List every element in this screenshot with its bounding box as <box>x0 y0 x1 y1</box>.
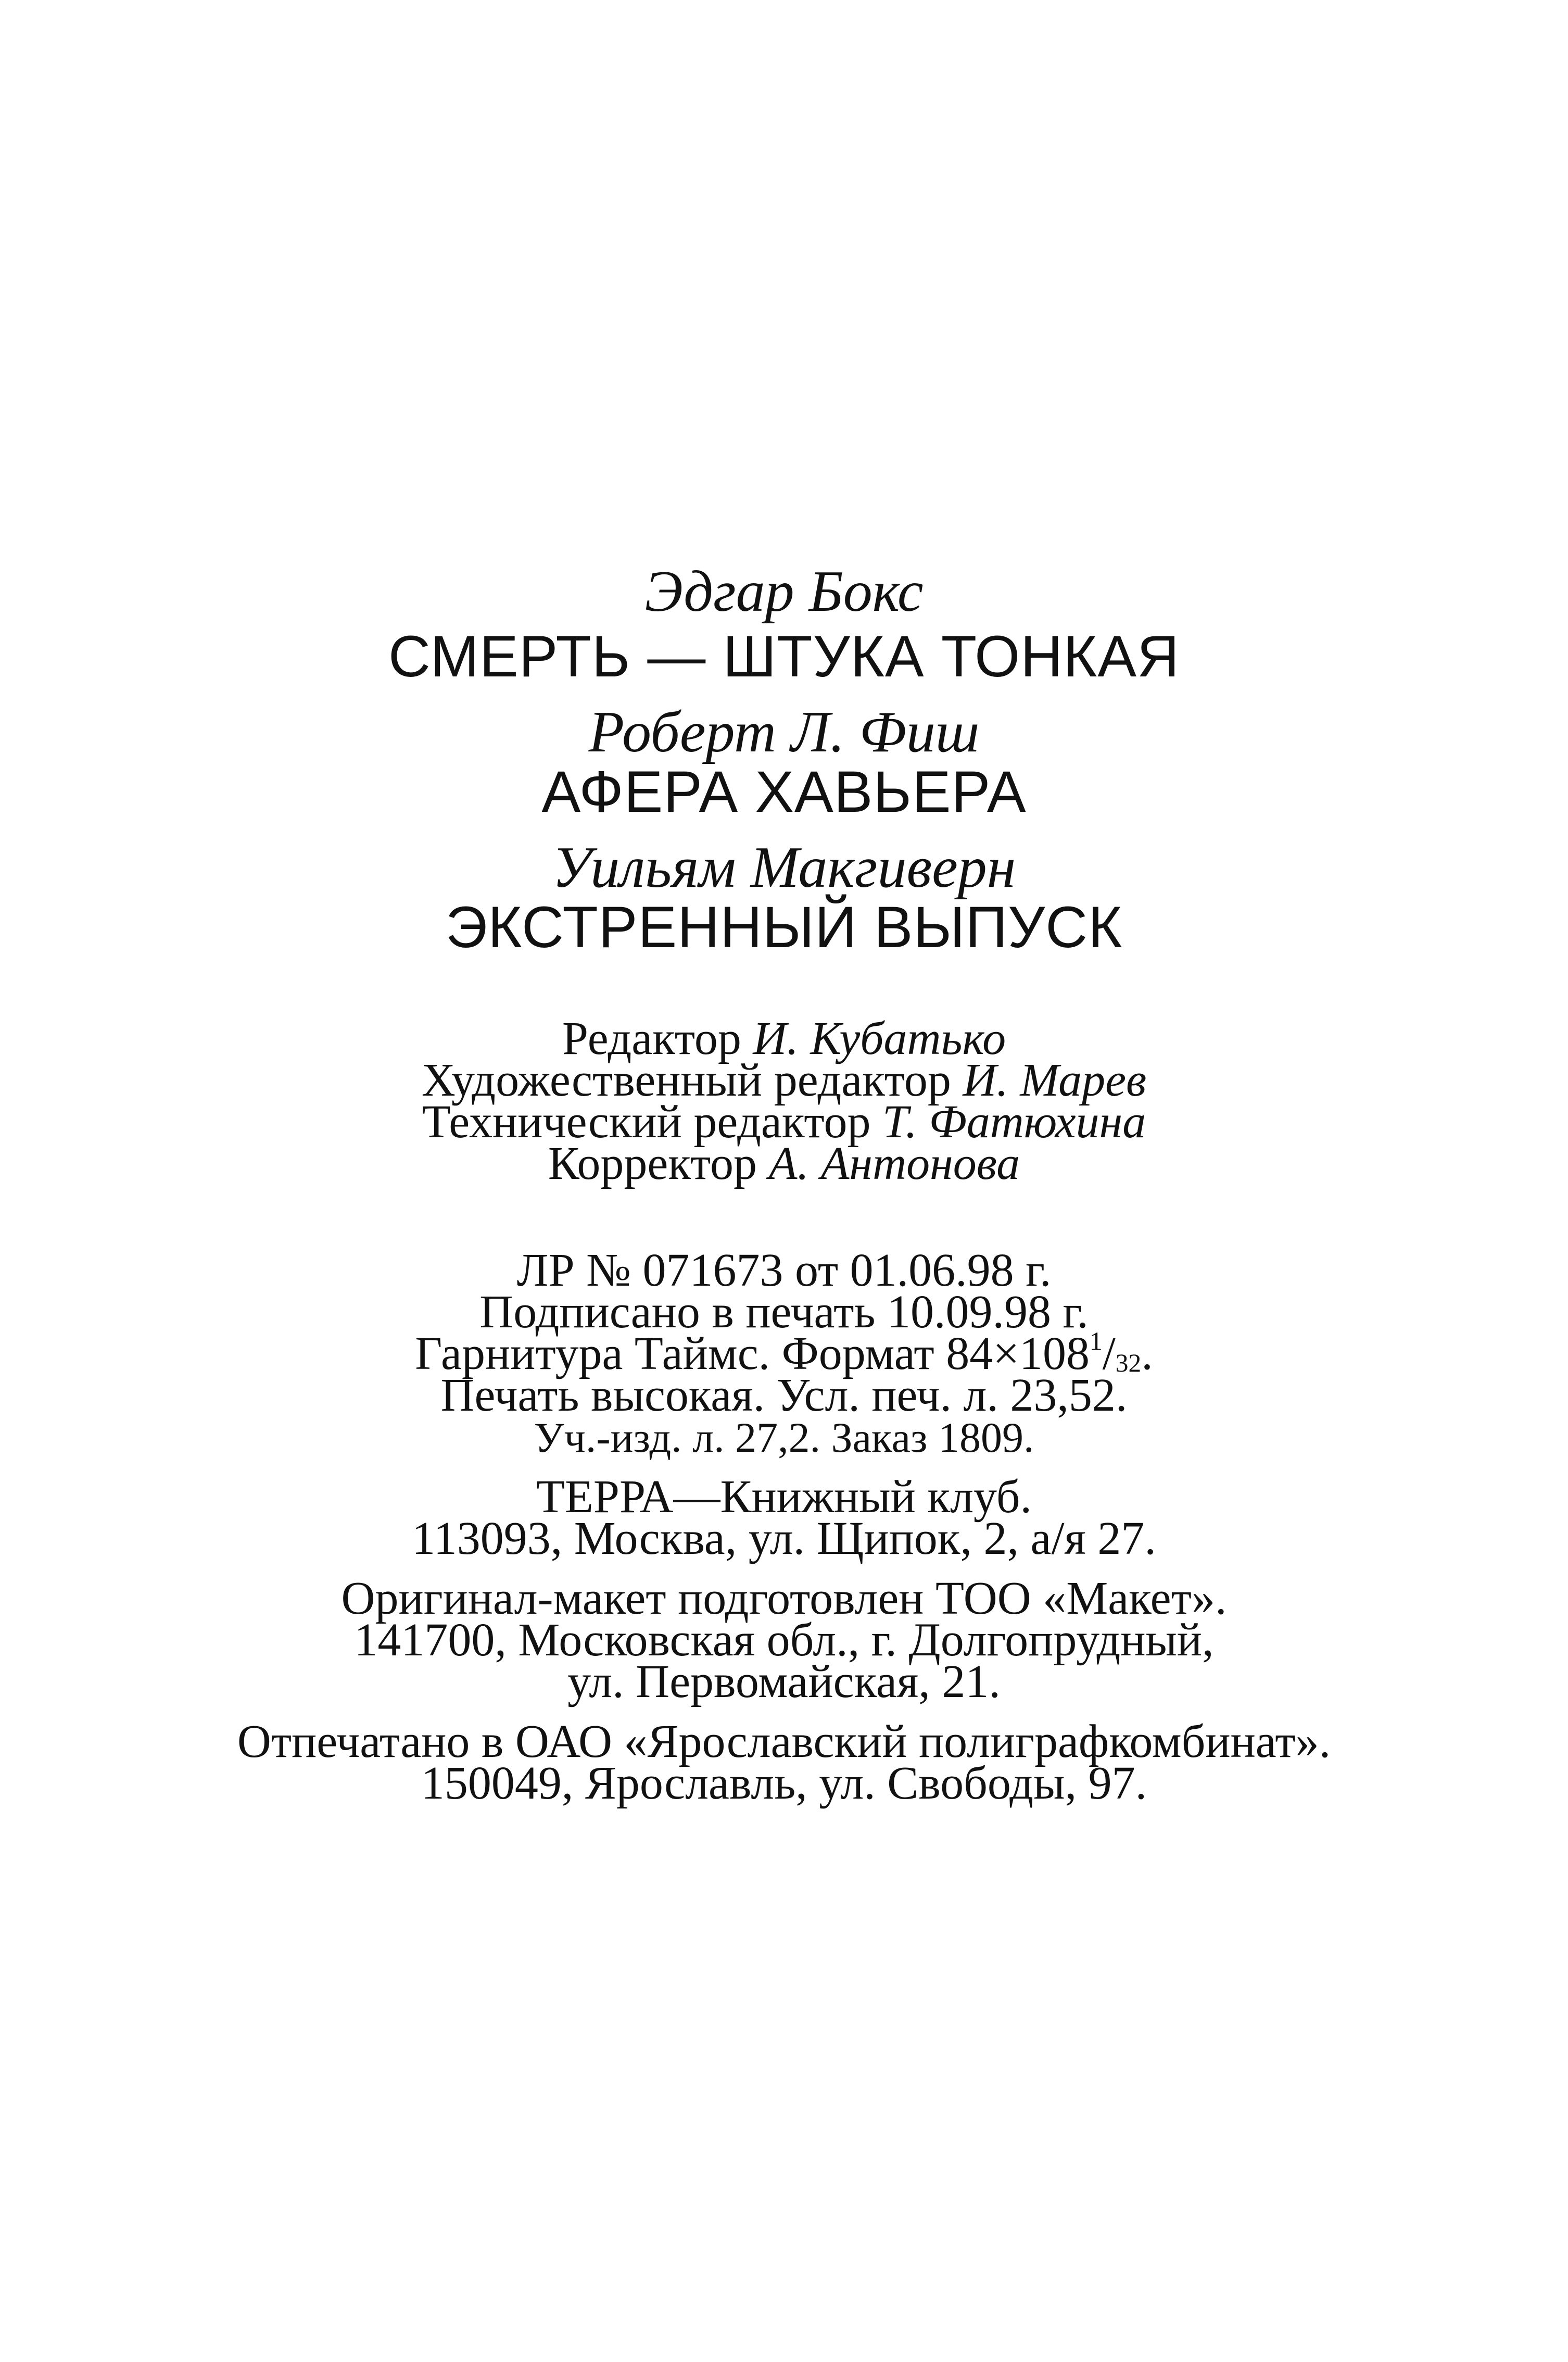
credit-proofreader <box>0 1140 1568 1187</box>
credit-name: И. Кубатько <box>753 1013 1006 1064</box>
format-denominator: 32 <box>1115 1348 1142 1377</box>
author-3: Уильям Макгиверн <box>552 835 1016 900</box>
printer-line1: Отпечатано в ОАО «Ярославский полиграфкомбинат». <box>237 1716 1331 1767</box>
credit-name: А. Антонова <box>768 1138 1020 1189</box>
format-prefix: Гарнитура Таймс. Формат 84×108 <box>415 1328 1090 1379</box>
credit-role: Корректор <box>548 1138 769 1189</box>
credit-role: Художественный редактор <box>421 1054 963 1106</box>
format-suffix: . <box>1141 1328 1153 1379</box>
title-1: СМЕРТЬ — ШТУКА ТОНКАЯ <box>388 624 1180 689</box>
layout-maker-line3: ул. Первомайская, 21. <box>567 1656 1001 1707</box>
credit-name: И. Марев <box>963 1054 1147 1106</box>
format-numerator: 1 <box>1089 1326 1103 1355</box>
credit-role: Технический редактор <box>422 1096 883 1148</box>
layout-maker-line2: 141700, Московская обл., г. Долгопрудный, <box>354 1614 1214 1666</box>
author-2: Роберт Л. Фиш <box>588 700 980 764</box>
publisher-address: 113093, Москва, ул. Щипок, 2, а/я 27. <box>412 1513 1156 1564</box>
imprint-order: Уч.-изд. л. 27,2. Заказ 1809. <box>534 1414 1034 1461</box>
author-1: Эдгар Бокс <box>644 559 924 624</box>
title-3: ЭКСТРЕННЫЙ ВЫПУСК <box>445 895 1123 960</box>
layout-maker-line1: Оригинал-макет подготовлен ТОО «Макет». <box>341 1573 1227 1624</box>
format-slash: / <box>1102 1328 1116 1379</box>
credit-role: Редактор <box>562 1013 753 1064</box>
imprint-license: ЛР № 071673 от 01.06.98 г. <box>516 1245 1052 1296</box>
publisher-name: ТЕРРА—Книжный клуб. <box>536 1471 1032 1523</box>
title-2: АФЕРА ХАВЬЕРА <box>541 759 1027 824</box>
credit-name: Т. Фатюхина <box>882 1096 1146 1148</box>
imprint-signed: Подписано в печать 10.09.98 г. <box>479 1286 1089 1338</box>
printer-line2: 150049, Ярославль, ул. Свободы, 97. <box>421 1757 1147 1809</box>
imprint-print: Печать высокая. Усл. печ. л. 23,52. <box>440 1370 1128 1421</box>
